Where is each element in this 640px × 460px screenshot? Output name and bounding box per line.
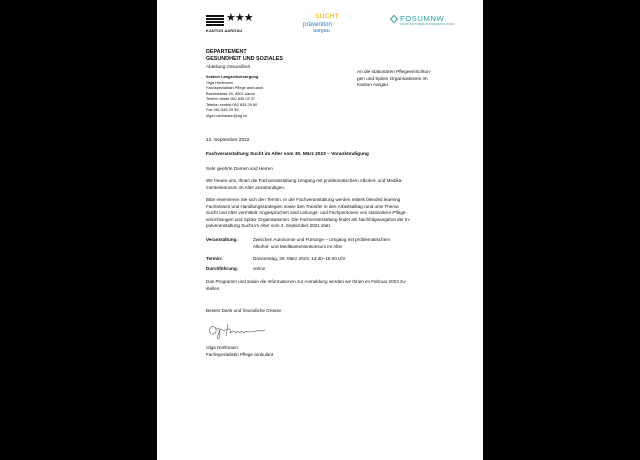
event-label: Veranstaltung: — [206, 237, 238, 242]
recipient-line-3: Kanton Aargau — [357, 82, 389, 88]
salutation: Sehr geehrte Damen und Herren — [206, 166, 273, 171]
format-label: Durchführung: — [206, 266, 239, 271]
paragraph-3-line-1: Das Programm und sowie die Informationen zur Anmeldung werden wir Ihnen im Februar 2023 zu- — [206, 279, 407, 284]
date-value: Donnerstag, 30. März 2023, 13.30–16.00 Uhr — [253, 256, 346, 261]
paragraph-2-line-3: Sucht und Alter vermittelt. Angesprochen sind Leitungs- und Fachpersonen von stationären Pflege- — [206, 210, 407, 215]
recipient-line-1: An die stationären Pflegeeinrichtun- — [357, 69, 432, 74]
event-value-line-1: Zwischen Autonomie und Fürsorge – Umgang mit problematischem — [253, 237, 391, 242]
recipient-line-2: gen und Spitex Organisationen im — [357, 75, 428, 81]
fosum-logo — [391, 15, 461, 31]
letter-page — [157, 0, 483, 460]
paragraph-2-line-1: Bitte reservieren Sie sich den Termin. In der Fachveranstaltung werden mittels blended learning — [206, 197, 401, 202]
suchtpraevention-logo — [303, 13, 353, 41]
sender-email[interactable]: olga.huerlimann@ag.ch — [206, 112, 248, 118]
letter-subject: Fachveranstaltung Sucht im Alter vom 30. März 2023 – Vorankündigung — [206, 152, 369, 157]
paragraph-3-line-2: stellen. — [206, 285, 221, 291]
sender-role: Fachspezialistin Pflege ambulant — [206, 85, 263, 90]
division: Abteilung Gesundheit — [206, 64, 250, 69]
sucht-logo-mid: prävention — [303, 21, 332, 28]
sender-name: Olga Hürlimann — [206, 79, 234, 85]
paragraph-2-line-2: Fachwissen und Handlungsstrategien sowie den Transfer in den Arbeitsalltag rund ums Thema — [206, 203, 399, 209]
department-line-1: DEPARTEMENT — [206, 49, 247, 55]
stars-icon: ★★★ — [226, 12, 253, 24]
event-value-line-2: Alkohol- und Medikamentenkonsum im Alter — [253, 243, 343, 249]
paragraph-2-line-5: putveranstaltung Sucht im Alter vom 2. September 2021 statt. — [206, 223, 332, 228]
sender-phone-central: Telefon zentral 062 835 29 60 — [206, 101, 258, 107]
fosum-logo-name: FOSUMNW — [400, 14, 445, 23]
paragraph-1-line-1: Wir freuen uns, Ihnen die Fachveranstaltung Umgang mit problematischem Alkohol- und Medika- — [206, 178, 403, 183]
signature-name: Olga Hürlimann — [206, 345, 238, 350]
coat-of-arms-icon — [206, 15, 224, 26]
sender-address: Bachstrasse 15, 5001 Aarau — [206, 90, 255, 96]
format-value: online — [253, 266, 266, 271]
sucht-logo-bot: aargau — [313, 28, 330, 34]
sender-phone-direct: Telefon direkt 062 835 29 37 — [206, 96, 256, 101]
kanton-aargau-logo — [206, 12, 253, 36]
letter-date: 12. September 2022 — [206, 138, 250, 143]
closing: Besten Dank und freundliche Grüsse — [206, 308, 282, 313]
kanton-logo-label: KANTON AARGAU — [206, 29, 243, 33]
department-line-2: GESUNDHEIT UND SOZIALES — [206, 56, 283, 62]
sender-fax: Fax 062 835 29 39 — [206, 107, 239, 112]
fosum-logo-sub: FORUM SUCHTMEDIZIN NORDWESTSCHWEIZ — [400, 24, 455, 26]
sender-section: Sektion Langzeitversorgung — [206, 74, 259, 79]
handwritten-signature — [206, 321, 268, 341]
date-label: Termin: — [206, 256, 223, 261]
signature-role: Fachspezialistin Pflege ambulant — [206, 351, 274, 357]
sucht-logo-top: SUCHT — [315, 13, 339, 20]
paragraph-2-line-4: einrichtungen und Spitex Organisationen. Die Fachveranstaltung findet als Nachfolgeangebot der In- — [206, 216, 411, 222]
paragraph-1-line-2: mentenkonsum im Alter anzukündigen. — [206, 184, 286, 190]
fosum-diamond-icon — [390, 15, 398, 23]
